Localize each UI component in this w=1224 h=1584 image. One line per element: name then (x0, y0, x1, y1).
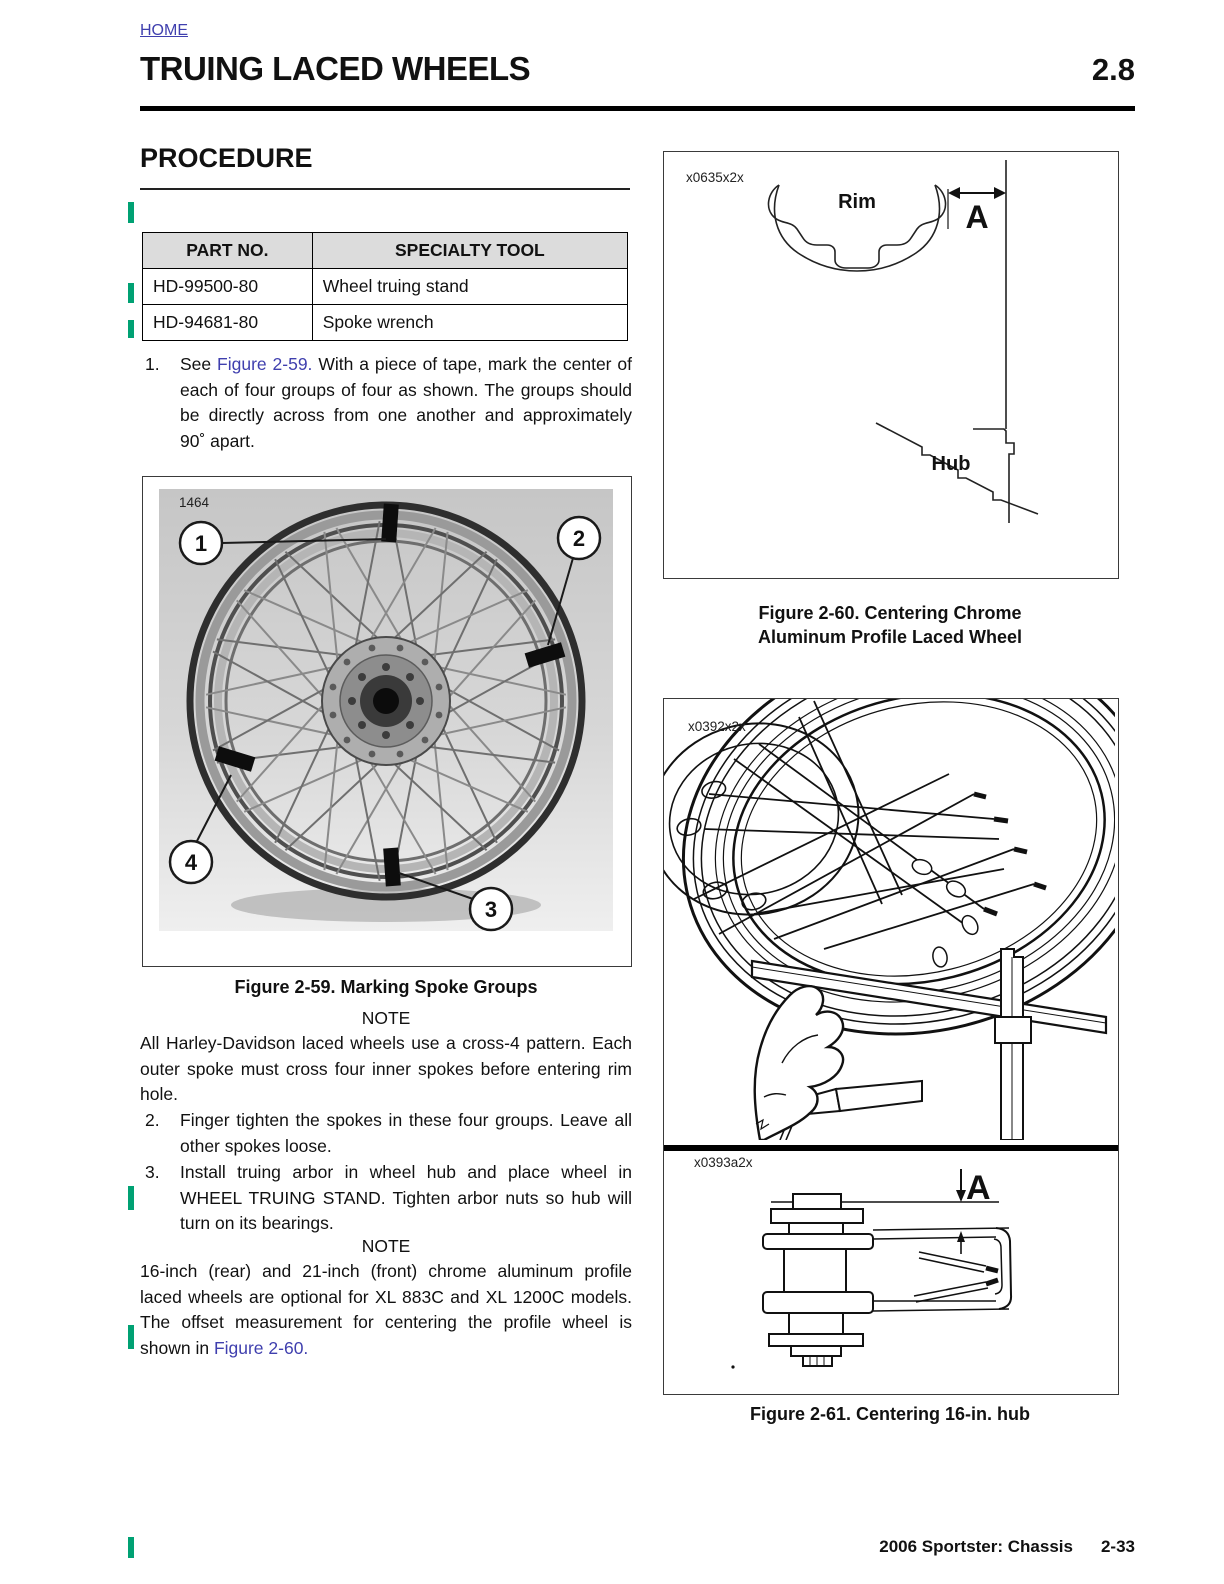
down-arrow (956, 1169, 966, 1202)
figure-2-59-link[interactable]: Figure 2-59. (217, 354, 313, 374)
figure-2-60-caption (663, 601, 1117, 649)
note-label: NOTE (361, 1236, 411, 1256)
step-2 (140, 1108, 632, 1159)
part-no-cell: HD-99500-80 (143, 269, 313, 305)
step-number: 1. (145, 354, 160, 374)
table-row (143, 269, 628, 305)
step-number: 3. (145, 1162, 160, 1182)
caption-line-1: Figure 2-60. Centering Chrome (758, 603, 1022, 623)
change-bar (128, 320, 134, 338)
part-no-cell: HD-94681-80 (143, 305, 313, 341)
drawing-id: x0635x2x (686, 170, 744, 185)
footer-text: 2006 Sportster: Chassis (879, 1537, 1073, 1556)
change-bar (128, 1186, 134, 1210)
hub-spool-section (763, 1194, 873, 1366)
step-number: 2. (145, 1110, 160, 1130)
dim-a-label: A (965, 199, 989, 235)
spoke-section-lines (914, 1252, 998, 1302)
step-text: Install truing arbor in wheel hub and place wheel in WHEEL TRUING STAND. Tighten arbor nuts so hub will turn on its bearings. (180, 1162, 632, 1233)
stray-dot (731, 1365, 734, 1368)
up-arrow (957, 1231, 965, 1254)
hub-label: Hub (931, 453, 971, 475)
rim-label: Rim (838, 191, 876, 213)
dimension-arrow (948, 187, 1006, 199)
figure-2-60-link[interactable]: Figure 2-60. (213, 1337, 309, 1358)
table-header-row (143, 233, 628, 269)
header-rule (140, 106, 1135, 111)
procedure-rule (140, 188, 630, 190)
footer-page-number: 2-33 (1100, 1537, 1135, 1556)
figure-2-61-box (663, 698, 1119, 1395)
step-1 (140, 352, 632, 454)
figure-2-61-top-drawing (664, 699, 1115, 1140)
hand (755, 986, 843, 1140)
wheel-rim-perspective (664, 699, 1115, 1083)
figure-2-59-caption: Figure 2-59. Marking Spoke Groups (234, 977, 538, 997)
photo-id: 1464 (179, 495, 210, 510)
wheel-hub (322, 637, 450, 765)
ruler-clamp (995, 1017, 1031, 1043)
note-text-body: 16-inch (rear) and 21-inch (front) chrome aluminum profile laced wheels are optional for XL 883C and XL 1200C models. The offset measurement for centering the profile wheel is shown in (140, 1261, 632, 1358)
change-bar (128, 1537, 134, 1558)
table-row (143, 305, 628, 341)
change-bar (128, 1325, 134, 1349)
col-header-part-no: PART NO. (143, 233, 313, 269)
figure-2-61-bottom-drawing (664, 1151, 1115, 1392)
step-text: Finger tighten the spokes in these four groups. Leave all other spokes loose. (180, 1110, 632, 1156)
spoke-nipples (910, 857, 981, 968)
callout-4: 4 (184, 850, 198, 875)
drawing-id-top: x0392x2x (688, 719, 746, 734)
note-text: All Harley-Davidson laced wheels use a cross-4 pattern. Each outer spoke must cross four inner spokes before entering rim hole. (140, 1033, 632, 1104)
procedure-heading: PROCEDURE (140, 143, 313, 173)
dim-a-label: A (966, 1169, 991, 1207)
hub-perspective (664, 701, 879, 936)
home-link[interactable]: HOME (140, 22, 188, 39)
callout-1: 1 (194, 531, 208, 556)
drawing-id-bottom: x0393a2x (694, 1155, 753, 1170)
section-number: 2.8 (1091, 52, 1135, 87)
page-title: TRUING LACED WHEELS (140, 50, 531, 87)
page-footer (635, 1537, 1135, 1557)
figure-2-61-caption: Figure 2-61. Centering 16-in. hub (749, 1404, 1031, 1424)
callout-2: 2 (572, 526, 586, 551)
step-text: With a piece of tape, mark the center of each of four groups of four as shown. The groups should be directly across from one another and approximately 90˚ apart. (180, 354, 632, 451)
change-bar (128, 202, 134, 223)
caption-line-2: Aluminum Profile Laced Wheel (757, 627, 1023, 647)
figure-2-59-photo (143, 477, 628, 963)
vertical-ruler (995, 949, 1031, 1140)
note-label: NOTE (361, 1008, 411, 1028)
figure-2-60-box (663, 151, 1119, 579)
figure-2-59-box (142, 476, 632, 967)
callout-3: 3 (484, 897, 498, 922)
figure-2-60-drawing (664, 152, 1115, 575)
step-text: See (180, 354, 218, 374)
change-bar (128, 283, 134, 303)
specialty-tool-table (142, 232, 628, 341)
col-header-specialty-tool: SPECIALTY TOOL (312, 233, 627, 269)
tool-cell: Spoke wrench (312, 305, 627, 341)
note-text (140, 1259, 632, 1361)
tool-cell: Wheel truing stand (312, 269, 627, 305)
step-3 (140, 1160, 632, 1237)
